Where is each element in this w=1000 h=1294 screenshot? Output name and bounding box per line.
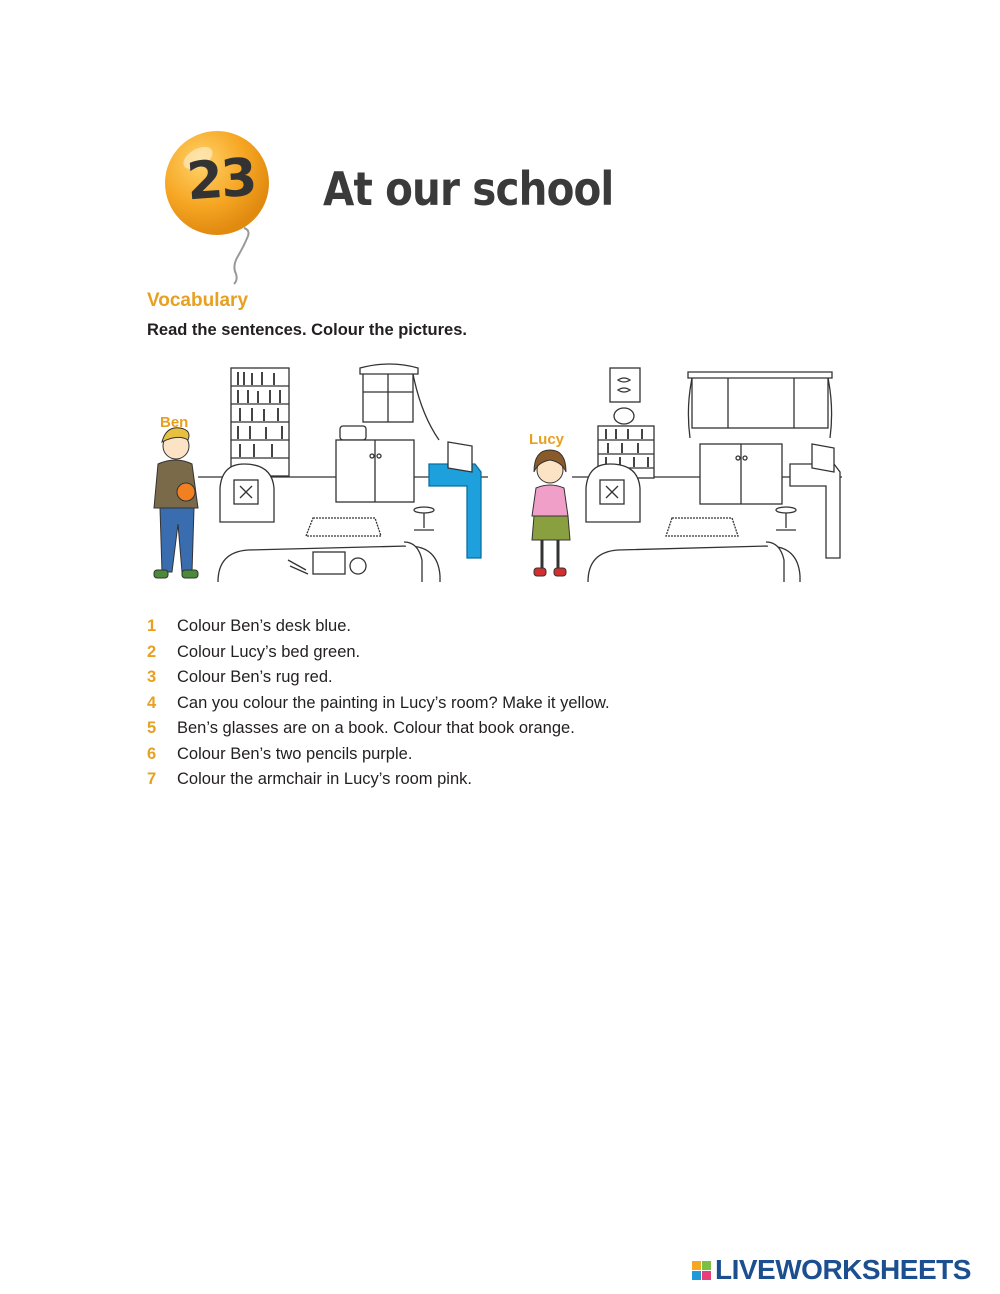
liveworksheets-logo [692,1256,971,1284]
list-item: 1 Colour Ben’s desk blue. [147,617,351,635]
ben-desk [429,442,481,558]
list-item: 2 Colour Lucy’s bed green. [147,642,361,661]
list-item: 7 Colour the armchair in Lucy’s room pink. [147,770,472,788]
list-item: 3 Colour Ben’s rug red. [147,668,333,686]
lucy-bed [588,546,800,582]
ben-figure [154,428,198,578]
page-title: At our school [323,162,614,216]
ben-label: Ben [160,414,189,431]
unit-number: 23 [184,147,258,213]
sentence-list [147,614,610,793]
logo-grid-icon [692,1261,711,1280]
ben-room-illustration [148,352,488,592]
list-item: 6 Colour Ben’s two pencils purple. [147,744,413,763]
ben-room-drawing [148,352,488,592]
lucy-room-drawing [522,352,846,592]
lucy-label: Lucy [529,431,565,448]
lucy-painting [610,368,640,402]
brand-name: LIVEWORKSHEETS [715,1254,971,1285]
lucy-figure [532,450,570,576]
lucy-room-illustration [522,352,846,592]
instructions: Read the sentences. Colour the pictures. [147,321,467,339]
section-heading: Vocabulary [147,290,249,311]
list-item: 4 Can you colour the painting in Lucy’s room? Make it yellow. [147,693,610,712]
list-item: 5 Ben’s glasses are on a book. Colour that book orange. [147,719,575,737]
